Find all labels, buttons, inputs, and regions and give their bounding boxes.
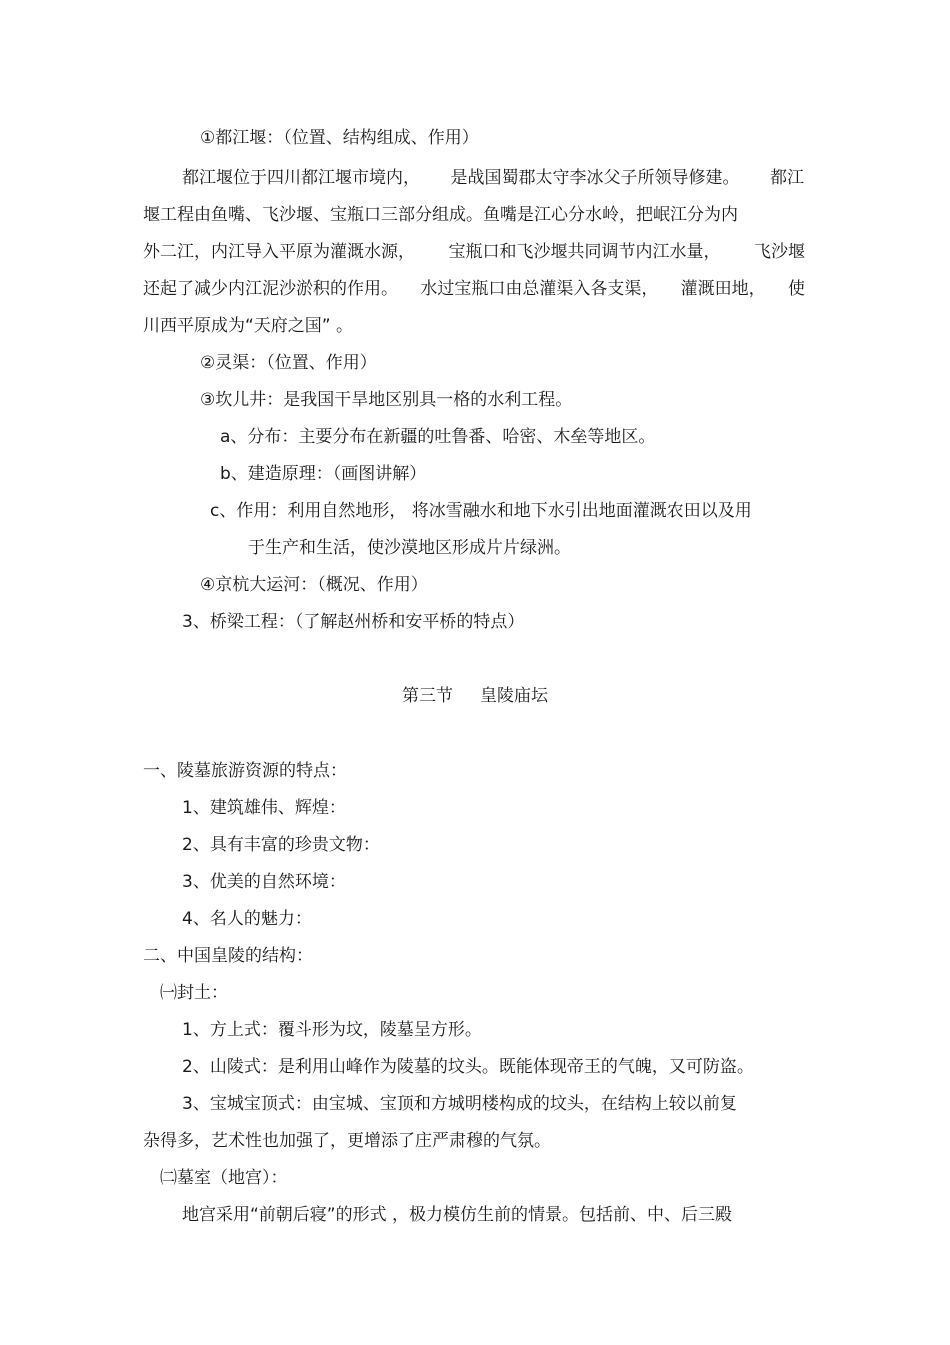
dujiangyan-paragraph-line-3 [143,240,805,264]
section-title: 第三节 皇陵庙坛 [401,686,549,706]
karez-item-a: a、分布：主要分布在新疆的吐鲁番、哈密、木垒等地区。 [220,427,656,447]
tomb-feature-3: 3、优美的自然环境： [182,872,346,892]
mound-type-3-line-2: 杂得多，艺术性也加强了，更增添了庄严肃穆的气氛。 [143,1131,551,1151]
text-run: 是战国蜀郡太守李冰父子所领导修建。 [450,168,740,188]
tomb-feature-1: 1、建筑雄伟、辉煌： [182,798,346,818]
text-run: 都江堰位于四川都江堰市境内， [182,168,420,188]
karez-item-c-line-2: 于生产和生活，使沙漠地区形成片片绿洲。 [248,538,571,558]
text-run: 飞沙堰 [754,242,805,262]
dujiangyan-paragraph-line-1 [182,166,804,190]
mound-type-1: 1、方上式：覆斗形为坟，陵墓呈方形。 [182,1020,482,1040]
bridge-engineering-heading: 3、桥梁工程：（了解赵州桥和安平桥的特点） [182,612,525,632]
text-run: 水过宝瓶口由总灌渠入各支渠， [420,279,659,299]
tomb-feature-4: 4、名人的魅力： [182,909,312,929]
text-run: 灌溉田地， [680,279,766,299]
karez-item-b: b、建造原理：（画图讲解） [220,464,427,484]
tomb-feature-2: 2、具有丰富的珍贵文物： [182,835,380,855]
mound-type-2: 2、山陵式：是利用山峰作为陵墓的坟头。既能体现帝王的气魄，又可防盗。 [182,1057,754,1077]
text-run: 都江 [770,168,804,188]
mound-subheading: ㈠封土： [160,983,228,1003]
tomb-features-heading: 一、陵墓旅游资源的特点： [143,761,347,781]
dujiangyan-paragraph-line-5: 川西平原成为“天府之国” 。 [143,316,354,336]
burial-chamber-subheading: ㈡墓室（地宫）： [160,1168,288,1188]
text-run: 使 [787,279,805,299]
dujiangyan-paragraph-line-4 [143,277,805,301]
text-run: 宝瓶口和飞沙堰共同调节内江水量， [448,242,721,262]
grand-canal-heading: ④京杭大运河：（概况、作用） [200,575,428,595]
text-run: 还起了减少内江泥沙淤积的作用。 [143,279,398,299]
lingqu-heading: ②灵渠：（位置、作用） [200,353,377,373]
mound-type-3-line-1: 3、宝城宝顶式：由宝城、宝顶和方城明楼构成的坟头，在结构上较以前复 [182,1094,737,1114]
dujiangyan-paragraph-line-2: 堰工程由鱼嘴、飞沙堰、宝瓶口三部分组成。鱼嘴是江心分水岭，把岷江分为内 [143,205,738,225]
tomb-structure-heading: 二、中国皇陵的结构： [143,946,313,966]
karez-heading: ③坎儿井：是我国干旱地区别具一格的水利工程。 [200,390,573,410]
dujiangyan-heading: ①都江堰：（位置、结构组成、作用） [200,128,479,148]
karez-item-c-line-1: c、作用：利用自然地形， 将冰雪融水和地下水引出地面灌溉农田以及用 [210,501,752,521]
burial-chamber-paragraph: 地宫采用“前朝后寝”的形式 ，极力模仿生前的情景。包括前、中、后三殿 [182,1205,733,1225]
text-run: 外二江，内江导入平原为灌溉水源， [143,242,415,262]
